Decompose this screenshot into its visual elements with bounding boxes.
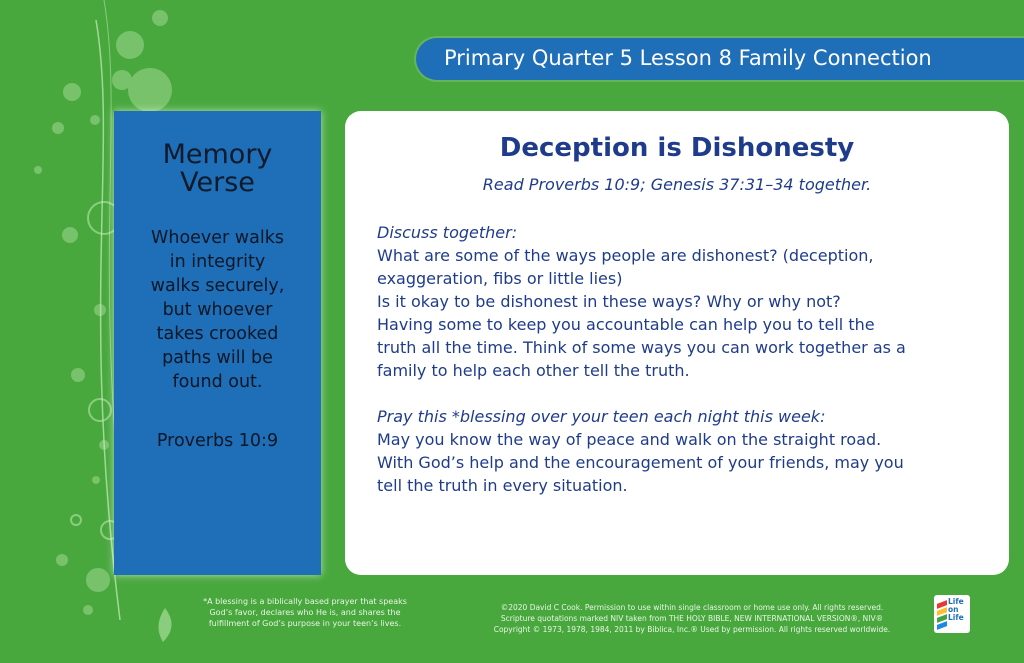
discuss-line: Is it okay to be dishonest in these ways? Why or why not? bbox=[377, 292, 841, 311]
memory-verse-title: Memory Verse bbox=[162, 139, 273, 198]
lesson-title: Deception is Dishonesty bbox=[499, 133, 855, 163]
discuss-line: truth all the time. Think of some ways you can work together as a bbox=[377, 338, 906, 357]
logo-wordmark: Life on Life bbox=[948, 597, 964, 622]
discuss-line: What are some of the ways people are dishonest? (deception, bbox=[377, 246, 874, 265]
lesson-reading: Read Proverbs 10:9; Genesis 37:31–34 together. bbox=[482, 175, 872, 194]
memory-verse-panel bbox=[114, 111, 321, 575]
pray-line: May you know the way of peace and walk on the straight road. bbox=[377, 430, 882, 449]
discuss-line: exaggeration, fibs or little lies) bbox=[377, 269, 623, 288]
memory-verse-text: Whoever walks in integrity walks securely, but whoever takes crooked paths will be found out. bbox=[150, 228, 285, 392]
discuss-line: Having some to keep you accountable can help you to tell the bbox=[377, 315, 875, 334]
blessing-footnote: *A blessing is a biblically based prayer that speaks God’s favor, declares who He is, and shares the fulfillment of God’s purpose in your teen’s lives. bbox=[203, 597, 407, 628]
copyright-notice: ©2020 David C Cook. Permission to use within single classroom or home use only. All rights reserved. Scripture quotations marked NIV taken from THE HOLY BIBLE, NEW INTERNATIONAL VERSION®, NIV® Copyright © 1973, 1978, 1984, 2011 by Biblica, Inc.® Used by permission. All rights reserved worldwide. bbox=[493, 603, 891, 634]
discuss-heading: Discuss together: bbox=[377, 223, 518, 242]
lesson-body bbox=[377, 221, 987, 497]
pray-line: With God’s help and the encouragement of your friends, may you bbox=[377, 453, 904, 472]
life-on-life-logo bbox=[934, 595, 970, 633]
lesson-header-banner bbox=[416, 38, 1024, 80]
lesson-content-card bbox=[345, 111, 1009, 575]
discuss-line: family to help each other tell the truth. bbox=[377, 361, 690, 380]
logo-stripes-icon bbox=[937, 602, 947, 628]
lesson-header-title: Primary Quarter 5 Lesson 8 Family Connection bbox=[444, 46, 932, 70]
memory-verse-reference: Proverbs 10:9 bbox=[156, 431, 279, 451]
pray-line: tell the truth in every situation. bbox=[377, 476, 628, 495]
pray-heading: Pray this *blessing over your teen each night this week: bbox=[377, 407, 826, 426]
